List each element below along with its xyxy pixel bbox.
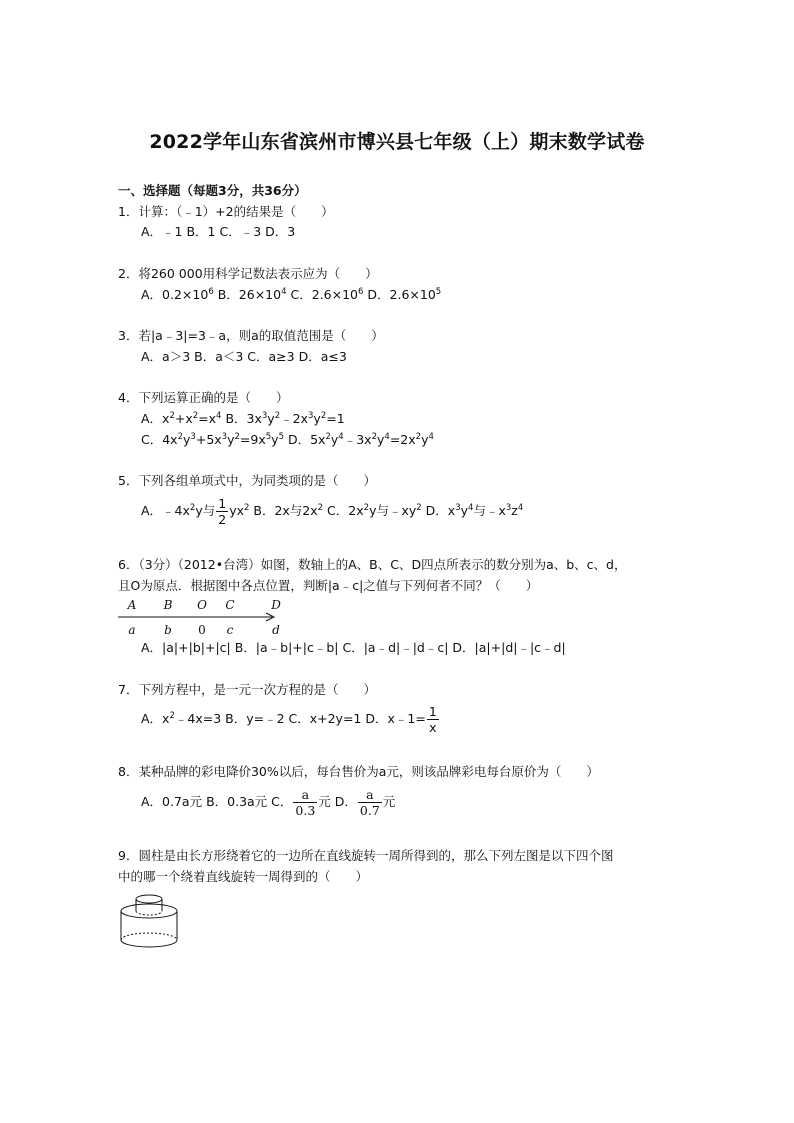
question-9-stem-line1: 9．圆柱是由长方形绕着它的一边所在直线旋转一周所得到的，那么下列左图是以下四个图 [118,848,614,863]
question-5-options: A．$﹣4x^2y$与 $\frac{1}{2}$ $yx^2$ B．2x与$2x^2$ C．$2x^2y$与$﹣xy^2$ D．$x^3y^4$与$﹣x^3z^4$ [141,496,524,527]
value-label-b: b [164,623,172,637]
value-label-a: a [128,623,136,637]
question-5-stem: 5．下列各组单项式中，为同类项的是（ ） [118,473,376,488]
fraction-one-over-x: $\frac{1}{x}$ [428,704,437,735]
fraction-a-over-0.7: $\frac{a}{0.7}$ [359,787,380,818]
point-label-A: A [127,598,137,612]
question-4-options-ab: A．$x^2+x^2=x^4$ B．$3x^3y^2﹣2x^3y^2=1$ [141,411,345,426]
question-8-stem: 8．某种品牌的彩电降价30%以后，每台售价为a元，则该品牌彩电每台原价为（ ） [118,764,599,779]
large-cylinder-top [121,904,177,918]
question-1-stem: 1．计算：（﹣1）+2的结果是（ ） [118,204,334,219]
question-3-stem: 3．若|a﹣3|=3﹣a，则a的取值范围是（ ） [118,328,384,343]
page-title: 2022学年山东省滨州市博兴县七年级（上）期末数学试卷 [149,131,645,153]
question-2-stem: 2．将260 000用科学记数法表示应为（ ） [118,266,378,281]
value-label-c: c [226,623,234,637]
question-7-stem: 7．下列方程中，是一元一次方程的是（ ） [118,682,376,697]
small-cylinder-top [136,895,162,903]
point-label-O: O [197,598,207,612]
question-6-stem-line1: 6．（3分）（2012•台湾）如图，数轴上的A、B、C、D四点所表示的数分别为a、b、c、d， [118,557,627,572]
large-cylinder-bottom [121,940,177,947]
section-heading: 一、选择题（每题3分，共36分） [118,183,307,198]
question-4-options-cd: C．$4x^2y^3+5x^3y^2=9x^5y^5$ D．$5x^2y^4﹣3x^2y^4=2x^2y^4$ [141,432,434,447]
question-4-stem: 4．下列运算正确的是（ ） [118,390,289,405]
point-label-D: D [271,598,281,612]
fraction-one-half: $\frac{1}{2}$ [218,496,227,527]
question-6-options: A．|a|+|b|+|c| B．|a﹣b|+|c﹣b| C．|a﹣d|﹣|d﹣c| D．|a|+|d|﹣|c﹣d| [141,640,566,655]
question-9-stem-line2: 中的哪一个绕着直线旋转一周得到的（ ） [118,869,369,884]
question-7-options: A．$x^2﹣4x=3$ B．y=﹣2 C．x+2y=1 D．x﹣1= $\frac{1}{x}$ [141,704,437,735]
question-6-stem-line2: 且O为原点．根据图中各点位置，判断|a﹣c|之值与下列何者不同？（ ） [118,578,539,593]
value-label-d: d [272,623,280,637]
point-label-C: C [225,598,235,612]
stacked-cylinder-figure [116,892,184,952]
number-line-diagram [116,594,286,638]
question-3-options: A．a＞3 B．a＜3 C．a≥3 D．a≤3 [141,349,347,364]
fraction-a-over-0.3: $\frac{a}{0.3}$ [295,787,316,818]
question-2-options: A．$0.2\times 10^6$ B．$26\times 10^4$ C．$2.6\times 10^6$ D．$2.6\times 10^5$ [141,287,442,302]
point-label-B: B [163,598,173,612]
value-label-0: 0 [198,623,206,637]
question-1-options: A．﹣1 B．1 C．﹣3 D．3 [141,224,296,239]
question-8-options: A．0.7a元 B．0.3a元 C． $\frac{a}{0.3}$ 元 D． $\frac{a}{0.7}$ 元 [141,787,396,818]
